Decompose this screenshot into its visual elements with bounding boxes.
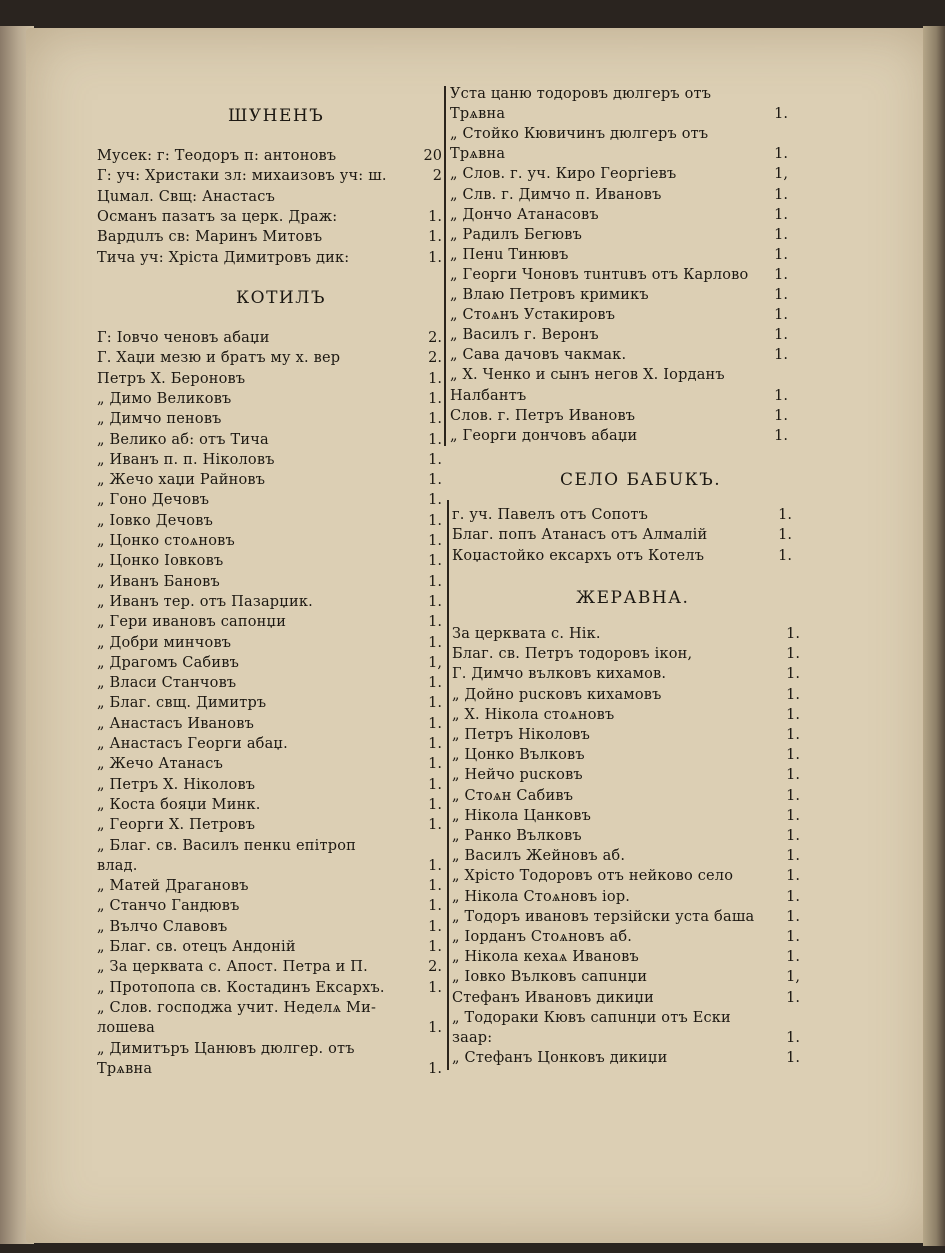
entry-amount: 1. xyxy=(786,747,800,764)
entry-name: „ Анастасъ Ивановъ xyxy=(97,715,254,732)
entry-name: „ Протопопа св. Костадинъ Ексархъ. xyxy=(97,979,385,996)
entry-name: „ Радилъ Бегювъ xyxy=(450,226,583,243)
entry-name: „ Нікола Цанковъ xyxy=(452,807,591,824)
entry-amount: 1. xyxy=(786,767,800,784)
entry-amount: 1. xyxy=(428,695,442,712)
entry-name: „ Петръ Ніколовъ xyxy=(452,727,591,743)
entry-amount: 1. xyxy=(428,573,442,590)
entry-amount: 1. xyxy=(786,949,800,966)
entry-amount: 1. xyxy=(428,817,442,834)
entry-amount: 1. xyxy=(428,533,442,549)
section-title: КОТИЛЪ xyxy=(236,288,326,308)
entry-amount: 1. xyxy=(774,347,788,364)
entry-amount: 1. xyxy=(786,828,800,844)
entry-amount: 1. xyxy=(774,266,788,283)
entry-name: „ Дойно рuсковъ кихамовъ xyxy=(452,686,662,703)
entry-amount: 1. xyxy=(786,888,800,905)
entry-amount: 2. xyxy=(428,350,442,367)
entry-amount: 1. xyxy=(786,989,800,1006)
entry-name: „ Х. Ченко и сынъ негов Х. Іорданъ xyxy=(450,367,725,384)
entry-name: „ Слов. г. уч. Киро Георгіевъ xyxy=(450,166,677,183)
entry-amount: 1. xyxy=(778,527,792,544)
entry-amount: 1. xyxy=(428,370,442,387)
entry-amount: 1. xyxy=(778,507,792,523)
entry-amount: 1. xyxy=(774,387,788,404)
entry-amount: 1. xyxy=(428,411,442,428)
entry-name: Тича уч: Хрiста Димитровъ дик: xyxy=(97,249,350,266)
entry-name: „ Василъ г. Веронъ xyxy=(450,327,599,344)
entry-amount: 1. xyxy=(786,686,800,703)
entry-amount: 1. xyxy=(786,868,800,885)
entry-name: „ Тодоръ ивановъ терзійски уста баша xyxy=(452,908,755,925)
page-edge xyxy=(923,26,945,1246)
entry-name: Трѧвна xyxy=(97,1060,153,1077)
entry-name: „ Жечо Атанасъ xyxy=(97,756,224,773)
entry-amount: 1. xyxy=(428,472,442,489)
entry-name: „ Пенu Тинювъ xyxy=(450,246,569,263)
entry-amount: 1, xyxy=(428,654,442,671)
entry-name: „ Цонко стоѧновъ xyxy=(97,533,235,549)
entry-name: Налбантъ xyxy=(450,387,527,404)
entry-amount: 1. xyxy=(428,390,442,407)
entry-name: „ Георги дончовъ абаџи xyxy=(450,427,638,444)
entry-amount: 1. xyxy=(774,226,788,243)
entry-amount: 1. xyxy=(428,512,442,529)
entry-name: „ Слов. господжа учит. Неделѧ Ми- xyxy=(97,999,377,1016)
entry-amount: 1. xyxy=(428,715,442,732)
entry-name: „ Коста бояџи Минк. xyxy=(97,796,261,813)
entry-name: Г. Димчо вълковъ кихамов. xyxy=(452,666,667,683)
entry-name: „ Влаю Петровъ кримикъ xyxy=(450,287,649,303)
entry-amount: 1. xyxy=(774,427,788,444)
section-title: СЕЛО БАБUКЪ. xyxy=(560,470,722,490)
entry-name: влад. xyxy=(97,857,138,874)
entry-name: Коџастойко ексархъ отъ Котелъ xyxy=(452,547,705,564)
entry-name: „ Стоѧнъ Устакировъ xyxy=(450,307,616,324)
entry-amount: 1. xyxy=(786,626,800,642)
entry-name: „ За церквата с. Апост. Петра и П. xyxy=(97,959,368,976)
entry-name: „ Благ. свщ. Димитръ xyxy=(97,695,267,712)
entry-amount: 1, xyxy=(786,969,800,986)
entry-amount: 1. xyxy=(774,186,788,203)
section-title: ШУНЕНЪ xyxy=(228,106,325,126)
entry-name: „ Вълчо Славовъ xyxy=(97,918,228,935)
entry-amount: 1. xyxy=(786,787,800,804)
entry-amount: 1. xyxy=(428,451,442,468)
entry-name: „ Димчо пеновъ xyxy=(97,411,222,428)
entry-amount: 20 xyxy=(423,148,442,164)
entry-amount: 1. xyxy=(774,307,788,324)
entry-name: „ Добри минчовъ xyxy=(97,634,232,651)
entry-amount: 1. xyxy=(786,929,800,945)
entry-name: „ Георги Чоновъ тuнтuвъ отъ Карлово xyxy=(450,266,749,283)
entry-name: Стефанъ Ивановъ дикиџи xyxy=(452,989,654,1006)
entry-amount: 2. xyxy=(428,959,442,976)
entry-name: Г: Іовчо ченовъ абаџи xyxy=(97,330,270,346)
entry-name: „ Георги Х. Петровъ xyxy=(97,817,256,834)
entry-name: „ Стефанъ Цонковъ дикиџи xyxy=(452,1050,668,1067)
entry-name: „ Власи Станчовъ xyxy=(97,675,237,692)
entry-name: „ Василъ Жейновъ аб. xyxy=(452,848,626,865)
entry-name: г. уч. Павелъ отъ Сопотъ xyxy=(452,507,649,523)
entry-name: Османъ пазатъ за церк. Драж: xyxy=(97,208,338,225)
entry-name: „ Іорданъ Стоѧновъ аб. xyxy=(452,929,633,945)
entry-name: „ Цонко Вълковъ xyxy=(452,747,585,764)
entry-amount: 1. xyxy=(428,1020,442,1037)
entry-amount: 1. xyxy=(774,146,788,163)
column-divider xyxy=(444,86,446,446)
entry-amount: 1. xyxy=(786,727,800,743)
entry-amount: 1. xyxy=(428,776,442,793)
entry-name: „ Велико аб: отъ Тича xyxy=(97,431,269,448)
entry-name: „ Хрісто Тодоровъ отъ нейково село xyxy=(452,868,734,885)
entry-name: Трѧвна xyxy=(450,106,506,123)
entry-name: „ Дончо Атанасовъ xyxy=(450,206,599,223)
entry-name: „ Благ. св. Василъ пенкu епітроп xyxy=(97,837,356,854)
entry-amount: 1. xyxy=(786,646,800,663)
entry-amount: 2. xyxy=(428,330,442,346)
entry-amount: 1. xyxy=(428,249,442,266)
entry-name: Благ. попъ Атанасъ отъ Алмалій xyxy=(452,527,708,544)
entry-amount: 1. xyxy=(786,807,800,824)
entry-name: „ Нікола Стоѧновъ іор. xyxy=(452,888,631,905)
entry-amount: 1. xyxy=(778,547,792,564)
entry-amount: 1. xyxy=(428,756,442,773)
entry-amount: 2 xyxy=(432,168,442,185)
entry-name: „ Х. Нікола стоѧновъ xyxy=(452,706,615,723)
entry-name: Цuмал. Свщ: Анастасъ xyxy=(97,188,275,205)
entry-amount: 1. xyxy=(428,634,442,651)
entry-name: „ Драгомъ Сабивъ xyxy=(97,654,239,671)
entry-name: „ Гоно Дечовъ xyxy=(97,492,210,509)
entry-amount: 1. xyxy=(774,327,788,344)
entry-name: Петръ Х. Бероновъ xyxy=(97,370,246,387)
entry-amount: 1. xyxy=(428,1060,442,1077)
entry-name: „ Нейчо рuсковъ xyxy=(452,767,583,784)
entry-name: „ Тодораки Кювъ сапuнџи отъ Ески xyxy=(452,1009,731,1026)
entry-name: Уста цаню тодоровъ дюлгеръ отъ xyxy=(450,86,712,102)
entry-name: „ Нікола кехаѧ Ивановъ xyxy=(452,949,639,966)
entry-name: „ Гери ивановъ сапонџи xyxy=(97,614,287,631)
entry-amount: 1. xyxy=(774,246,788,263)
entry-amount: 1. xyxy=(428,431,442,448)
entry-name: „ Матей Драгановъ xyxy=(97,878,249,895)
entry-name: Трѧвна xyxy=(450,146,506,163)
entry-name: Мусек: г: Теодоръ п: антоновъ xyxy=(97,148,337,164)
entry-name: Вардuлъ св: Маринъ Митовъ xyxy=(97,229,323,246)
entry-amount: 1. xyxy=(428,208,442,225)
entry-name: „ Жечо хаџи Райновъ xyxy=(97,472,266,489)
entry-amount: 1. xyxy=(428,979,442,996)
entry-amount: 1. xyxy=(774,287,788,303)
entry-amount: 1. xyxy=(786,666,800,683)
entry-amount: 1. xyxy=(428,675,442,692)
entry-name: „ Димо Великовъ xyxy=(97,390,232,407)
entry-name: „ Иванъ тер. отъ Пазарџик. xyxy=(97,593,313,610)
entry-amount: 1. xyxy=(786,848,800,865)
entry-amount: 1. xyxy=(428,229,442,246)
section-title: ЖЕРАВНА. xyxy=(576,588,690,608)
entry-amount: 1. xyxy=(428,553,442,570)
entry-amount: 1. xyxy=(428,593,442,610)
entry-name: „ Благ. св. отецъ Андоній xyxy=(97,939,296,955)
entry-amount: 1. xyxy=(786,1050,800,1067)
entry-name: „ Иванъ п. п. Ніколовъ xyxy=(97,451,275,468)
entry-amount: 1. xyxy=(428,898,442,915)
entry-name: „ Анастасъ Георги абаџ. xyxy=(97,736,288,752)
entry-amount: 1. xyxy=(786,908,800,925)
entry-amount: 1. xyxy=(774,106,788,123)
entry-name: „ Стоѧн Сабивъ xyxy=(452,787,574,804)
entry-name: „ Цонко Іовковъ xyxy=(97,553,224,570)
entry-name: Слов. г. Петръ Ивановъ xyxy=(450,407,636,424)
entry-name: „ Ранко Вълковъ xyxy=(452,828,582,844)
entry-amount: 1. xyxy=(786,1030,800,1046)
entry-amount: 1. xyxy=(428,736,442,752)
entry-name: За церквата с. Нік. xyxy=(452,626,601,642)
entry-name: Благ. св. Петръ тодоровъ ікон, xyxy=(452,646,693,663)
entry-name: Г. Хаџи мезю и братъ му х. вер xyxy=(97,350,341,367)
entry-name: „ Петръ Х. Ніколовъ xyxy=(97,776,256,793)
entry-amount: 1. xyxy=(428,878,442,895)
entry-amount: 1. xyxy=(428,614,442,631)
entry-amount: 1. xyxy=(428,796,442,813)
entry-name: Г: уч: Христаки зл: михаизовъ уч: ш. xyxy=(97,168,387,185)
entry-name: „ Сава дачовъ чакмак. xyxy=(450,347,627,364)
entry-name: заар: xyxy=(452,1030,493,1046)
entry-name: „ Иванъ Бановъ xyxy=(97,573,220,590)
entry-name: „ Димитъръ Цанювъ дюлгер. отъ xyxy=(97,1040,355,1057)
entry-amount: 1. xyxy=(428,918,442,935)
entry-name: „ Слв. г. Димчо п. Ивановъ xyxy=(450,186,662,203)
entry-amount: 1. xyxy=(774,407,788,424)
entry-name: „ Іовко Дечовъ xyxy=(97,512,214,529)
entry-name: „ Стойко Кювичинъ дюлгеръ отъ xyxy=(450,126,709,143)
entry-amount: 1. xyxy=(428,857,442,874)
entry-name: лошева xyxy=(97,1020,156,1037)
entry-amount: 1. xyxy=(428,492,442,509)
entry-amount: 1. xyxy=(428,939,442,955)
entry-name: „ Станчо Гандювъ xyxy=(97,898,240,915)
entry-amount: 1, xyxy=(774,166,788,183)
entry-amount: 1. xyxy=(786,706,800,723)
entry-name: „ Іовко Вълковъ сапuнџи xyxy=(452,969,648,986)
entry-amount: 1. xyxy=(774,206,788,223)
column-divider xyxy=(447,500,449,1070)
